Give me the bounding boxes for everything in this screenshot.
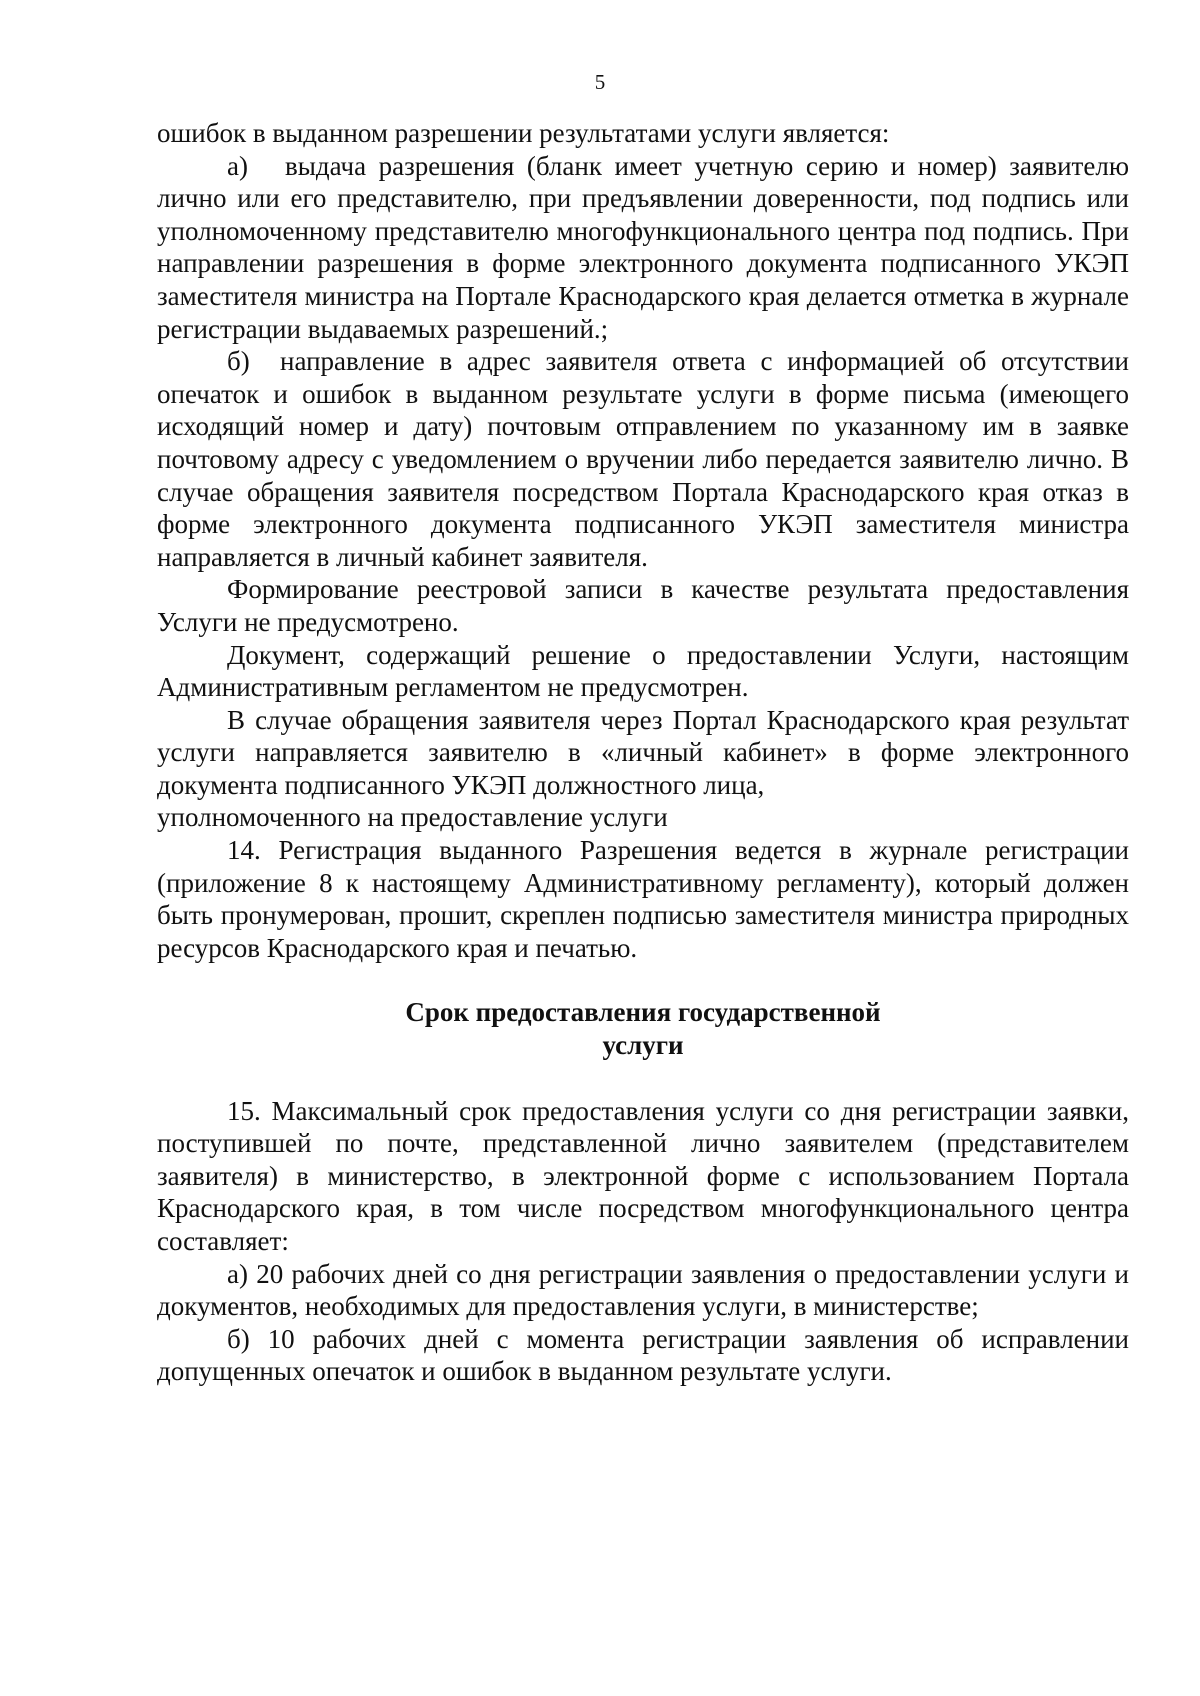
document-body [157, 117, 1129, 1388]
section-heading-line-2: услуги [602, 1030, 684, 1061]
paragraph-registry-record: Формирование реестровой записи в качестве результата предоставления Услуги не предусмотрено. [157, 574, 1129, 637]
paragraph-15-item-a: а) 20 рабочих дней со дня регистрации заявления о предоставлении услуги и документов, необходимых для предоставления услуги, в министерстве; [157, 1258, 1129, 1322]
paragraph-15-max-term: 15. Максимальный срок предоставления услуги со дня регистрации заявки, поступившей по почте, представленной лично заявителем (представителем заявителя) в министерство, в электронной форме с использованием Портала Краснодарского края, в том числе посредством многофункционального центра составляет: [157, 1095, 1129, 1256]
paragraph-intro: ошибок в выданном разрешении результатами услуги является: [157, 118, 890, 148]
spacer [157, 964, 1129, 996]
section-heading-line-1: Срок предоставления государственной [405, 997, 881, 1028]
list-item-a-text: выдача разрешения (бланк имеет учетную серию и номер) заявителю лично или его представителю, при предъявлении доверенности, под подпись или уполномоченному представителю многофункционального центра под подпись. При направлении разрешения в форме электронного документа подписанного УКЭП заместителя министра на Портале Краснодарского края делается отметка в журнале регистрации выдаваемых разрешений.; [157, 150, 1129, 344]
paragraph-portal-result-end: уполномоченного на предоставление услуги [157, 802, 668, 833]
list-marker-a: а) [227, 150, 248, 181]
paragraph-15-item-b: б) 10 рабочих дней с момента регистрации заявления об исправлении допущенных опечаток и ошибок в выданном результате услуги. [157, 1323, 1129, 1387]
paragraph-decision-document: Документ, содержащий решение о предоставлении Услуги, настоящим Административным регламентом не предусмотрен. [157, 639, 1129, 703]
list-item-b-text: направление в адрес заявителя ответа с информацией об отсутствии опечаток и ошибок в выданном результате услуги в форме письма (имеющего исходящий номер и дату) почтовым отправлением по указанному им в заявке почтовому адресу с уведомлением о вручении либо передается заявителю лично. В случае обращения заявителя посредством Портала Краснодарского края отказ в форме электронного документа подписанного УКЭП заместителя министра направляется в личный кабинет заявителя. [157, 346, 1129, 572]
spacer [157, 1062, 1129, 1095]
page-number: 5 [594, 70, 606, 94]
list-item-b [157, 345, 1129, 573]
paragraph-14-registration: 14. Регистрация выданного Разрешения ведется в журнале регистрации (приложение 8 к настоящему Административному регламенту), который должен быть пронумерован, прошит, скреплен подписью заместителя министра природных ресурсов Краснодарского края и печатью. [157, 835, 1129, 963]
paragraph-portal-result: В случае обращения заявителя через Портал Краснодарского края результат услуги направляется заявителю в «личный кабинет» в форме электронного документа подписанного УКЭП должностного лица, [157, 704, 1129, 800]
list-item-a [157, 150, 1129, 346]
list-marker-b: б) [227, 346, 250, 377]
